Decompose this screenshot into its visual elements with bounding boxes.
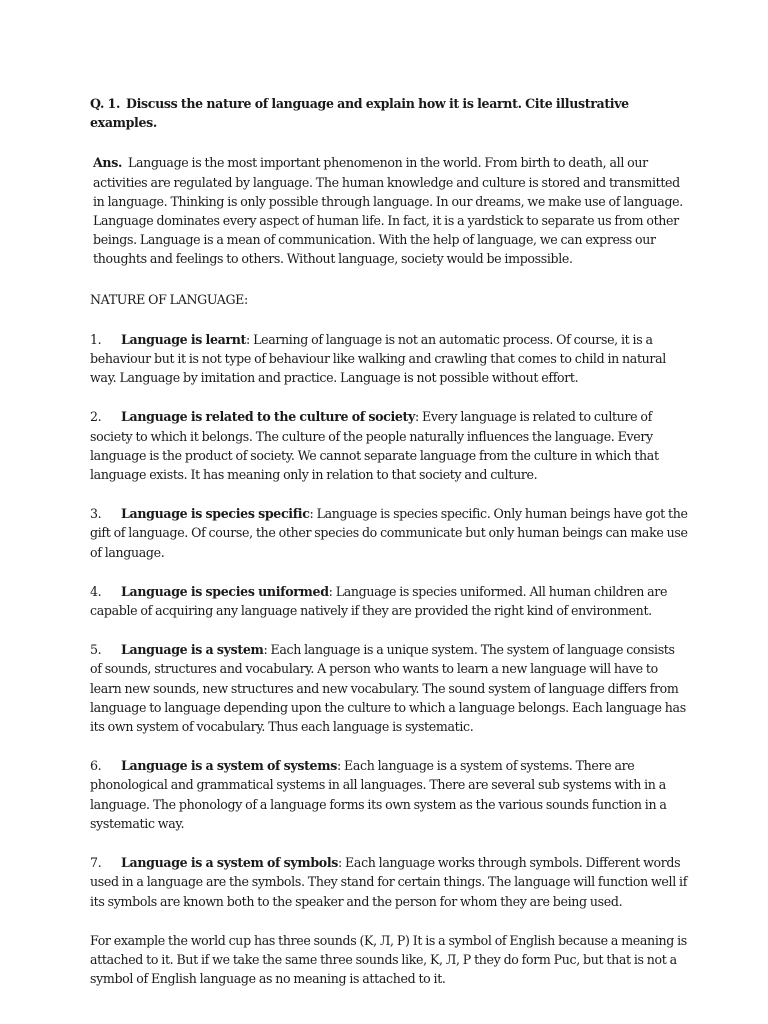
list-item xyxy=(90,330,688,388)
item-text: : Learning of language is not an automatic process. Of course, it is a behaviour but it is not type of behaviour like walking and crawling that comes to child in natural way. Language by imitation and practice. Language is not possible without effort. xyxy=(90,331,666,386)
item-title: Language is a system xyxy=(121,642,264,658)
question-text: Discuss the nature of language and explain how it is learnt. Cite illustrative examples. xyxy=(90,96,629,131)
list-item xyxy=(90,407,688,484)
section-heading: NATURE OF LANGUAGE: xyxy=(90,291,248,307)
item-number: 5. xyxy=(90,642,102,658)
item-text: : Language is species uniformed. All human children are capable of acquiring any language natively if they are provided the right kind of environment. xyxy=(90,583,668,619)
list-item xyxy=(90,853,688,911)
item-number: 4. xyxy=(90,583,102,599)
item-title: Language is learnt xyxy=(121,331,247,347)
answer-label: Ans. xyxy=(93,155,123,171)
question-number: Q. 1. xyxy=(90,96,121,111)
list-item xyxy=(90,582,688,620)
item-title: Language is species uniformed xyxy=(121,583,329,599)
example-paragraph: For example the world cup has three sounds (K, Л, P) It is a symbol of English because a meaning is attached to it. But if we take the same three sounds like, K, Л, P they do form Puc, but that is not a symbol of English language as no meaning is attached to it. xyxy=(90,932,687,987)
item-title: Language is a system of systems xyxy=(121,758,337,774)
item-title: Language is species specific xyxy=(121,506,310,522)
item-title: Language is related to the culture of society xyxy=(121,409,415,425)
item-text: : Each language is a unique system. The system of language consists of sounds, structures and vocabulary. A person who wants to learn a new language will have to learn new sounds, new structures and new vocabulary. The sound system of language differs from language to language depending upon the culture to which a language belongs. Each language has its own system of vocabulary. Thus each language is systematic. xyxy=(90,642,686,735)
answer-paragraph xyxy=(90,153,688,268)
item-number: 2. xyxy=(90,409,102,425)
question-heading xyxy=(90,94,688,132)
answer-text: Language is the most important phenomenon in the world. From birth to death, all our activities are regulated by language. The human knowledge and culture is stored and transmitted in language. Thinking is only possible through language. In our dreams, we make use of language. Language dominates every aspect of human life. In fact, it is a yardstick to separate us from other beings. Language is a mean of communication. With the help of language, we can express our thoughts and feelings to others. Without language, society would be impossible. xyxy=(93,155,683,267)
item-text: : Each language is a system of systems. There are phonological and grammatical systems in all languages. There are several sub systems with in a language. The phonology of a language forms its own system as the various sounds function in a systematic way. xyxy=(90,758,667,831)
item-number: 3. xyxy=(90,506,102,522)
item-number: 7. xyxy=(90,855,102,871)
item-text: : Language is species specific. Only human beings have got the gift of language. Of course, the other species do communicate but only human beings can make use of language. xyxy=(90,506,688,560)
item-number: 6. xyxy=(90,758,102,774)
item-number: 1. xyxy=(90,331,102,347)
list-item xyxy=(90,756,688,833)
item-text: : Each language works through symbols. Different words used in a language are the symbols. They stand for certain things. The language will function well if its symbols are known both to the speaker and the person for whom they are being used. xyxy=(90,855,688,909)
list-item xyxy=(90,640,688,736)
item-title: Language is a system of symbols xyxy=(121,855,339,871)
item-text: : Every language is related to culture of society to which it belongs. The culture of the people naturally influences the language. Every language is the product of society. We cannot separate language from the culture in which that language exists. It has meaning only in relation to that society and culture. xyxy=(90,409,659,483)
list-item xyxy=(90,504,688,562)
